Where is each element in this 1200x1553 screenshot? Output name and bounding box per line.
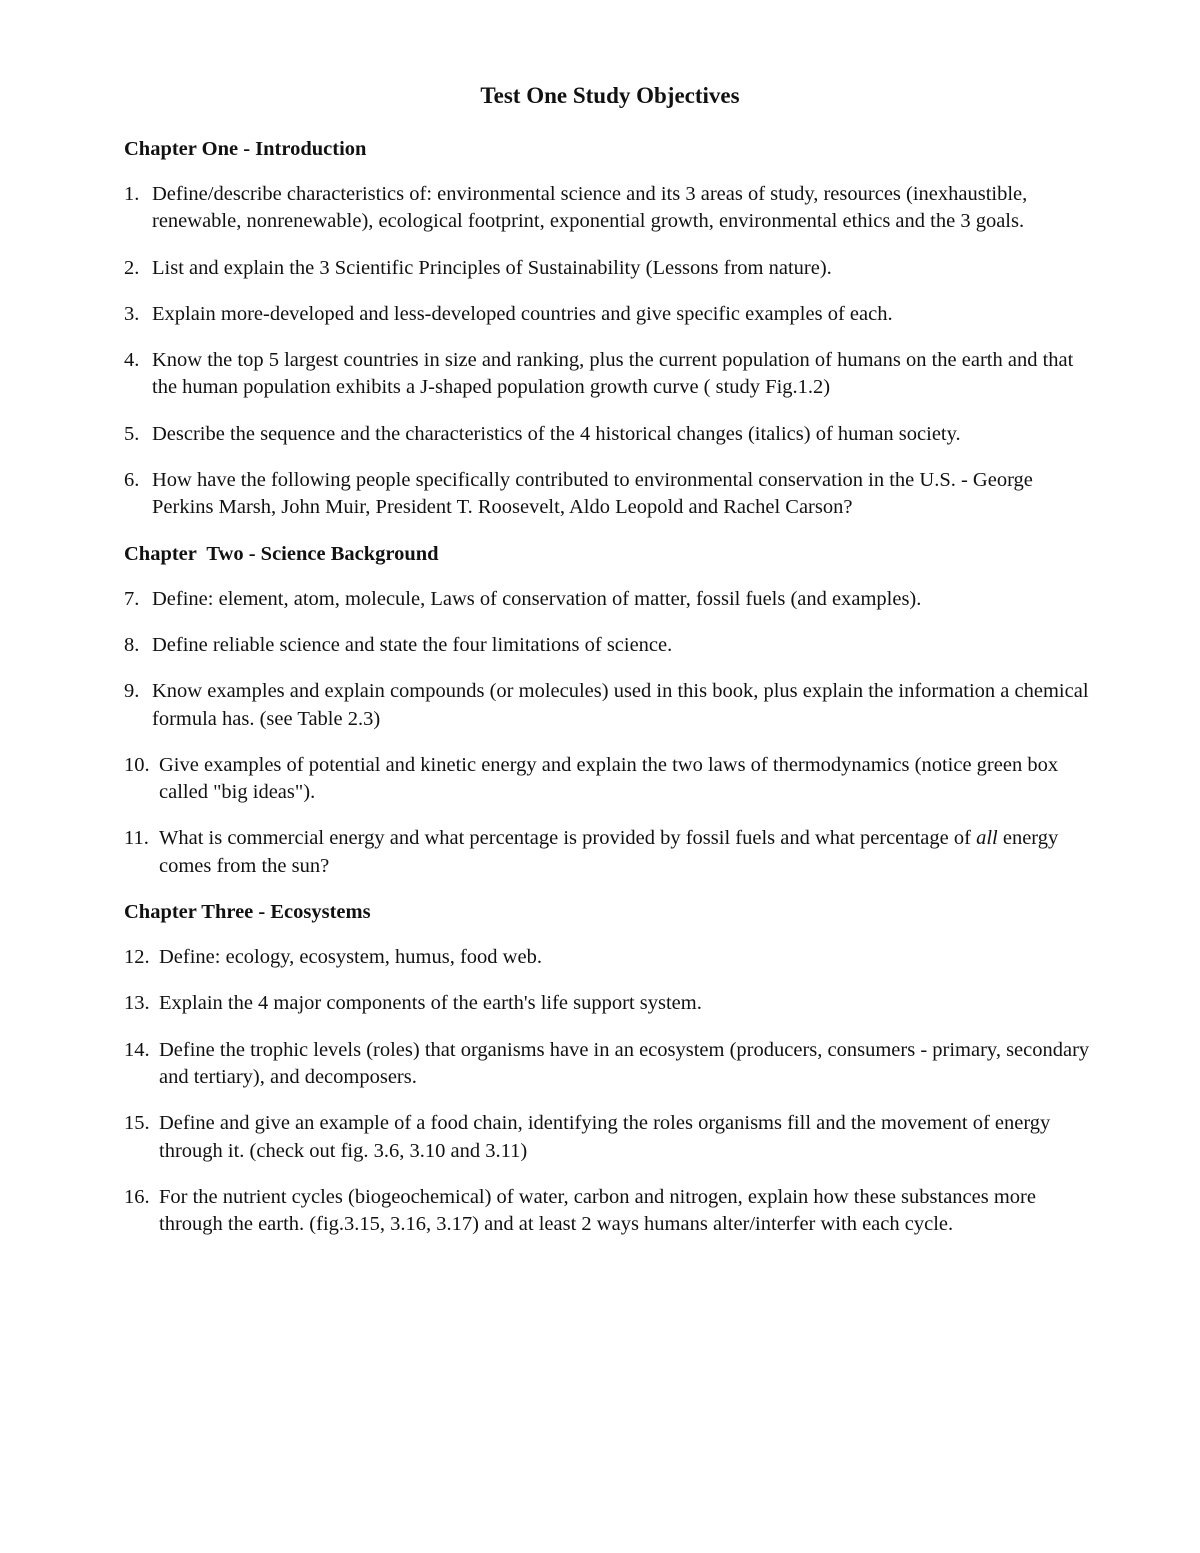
item-text: Explain the 4 major components of the earth's life support system. bbox=[159, 992, 702, 1015]
item-number: 9. bbox=[124, 680, 140, 703]
item-number: 5. bbox=[124, 422, 140, 445]
item-number: 8. bbox=[124, 633, 140, 656]
item-text-after: energy comes from the sun? bbox=[159, 827, 1059, 877]
page-title: Test One Study Objectives bbox=[480, 83, 740, 108]
objective-item bbox=[124, 347, 1099, 402]
objective-item bbox=[124, 752, 1099, 807]
objective-item bbox=[124, 678, 1099, 733]
item-number: 1. bbox=[124, 183, 140, 205]
item-number: 15. bbox=[124, 1112, 150, 1135]
item-number: 4. bbox=[124, 349, 140, 372]
objective-item bbox=[124, 825, 1099, 880]
item-text: Describe the sequence and the characteristics of the 4 historical changes (italics) of human society. bbox=[152, 422, 961, 445]
objective-item bbox=[124, 1184, 1099, 1239]
item-text: Know the top 5 largest countries in size and ranking, plus the current population of humans on the earth and that the human population exhibits a J-shaped population growth curve ( study Fig.1.2) bbox=[152, 349, 1074, 399]
item-text: Give examples of potential and kinetic energy and explain the two laws of thermodynamics (notice green box called "big ideas"). bbox=[159, 753, 1059, 804]
item-number: 10. bbox=[124, 753, 150, 776]
objective-item bbox=[124, 1110, 1099, 1165]
item-number: 6. bbox=[124, 469, 140, 492]
item-text: Define the trophic levels (roles) that organisms have in an ecosystem (producers, consumers - primary, secondary and tertiary), and decomposers. bbox=[159, 1038, 1090, 1088]
objective-item bbox=[124, 301, 1099, 328]
item-number: 3. bbox=[124, 302, 140, 325]
objective-item bbox=[124, 181, 1099, 236]
item-number: 7. bbox=[124, 587, 140, 610]
item-text: Define: element, atom, molecule, Laws of conservation of matter, fossil fuels (and examples). bbox=[152, 587, 922, 610]
item-number: 14. bbox=[124, 1038, 150, 1061]
objective-item bbox=[124, 990, 1099, 1017]
item-number: 13. bbox=[124, 992, 150, 1015]
item-text: Define/describe characteristics of: environmental science and its 3 areas of study, resources (inexhaustible, renewable, nonrenewable), ecological footprint, exponential growth, environmental ethics and the 3 goals. bbox=[152, 183, 1028, 233]
chapter-heading: Chapter Three - Ecosystems bbox=[124, 901, 371, 924]
item-text-before: What is commercial energy and what percentage is provided by fossil fuels and what percentage of bbox=[159, 827, 977, 850]
item-text: How have the following people specifically contributed to environmental conservation in the U.S. - George Perkins Marsh, John Muir, President T. Roosevelt, Aldo Leopold and Rachel Carson? bbox=[152, 469, 1033, 519]
item-number: 2. bbox=[124, 256, 140, 279]
item-text bbox=[159, 827, 1058, 876]
item-text: Define reliable science and state the four limitations of science. bbox=[152, 633, 673, 656]
item-text: Define: ecology, ecosystem, humus, food web. bbox=[159, 946, 542, 969]
item-text: List and explain the 3 Scientific Principles of Sustainability (Lessons from nature). bbox=[152, 256, 832, 279]
objective-item bbox=[124, 467, 1099, 522]
item-text: Define and give an example of a food chain, identifying the roles organisms fill and the movement of energy through it. (check out fig. 3.6, 3.10 and 3.11) bbox=[159, 1112, 1051, 1162]
objective-item bbox=[124, 944, 1099, 971]
objective-item bbox=[124, 632, 1099, 659]
item-number: 12. bbox=[124, 946, 150, 969]
objective-item bbox=[124, 421, 1099, 448]
objective-item bbox=[124, 586, 1099, 613]
chapter-heading: Chapter Two - Science Background bbox=[124, 542, 439, 565]
item-text: Explain more-developed and less-developed countries and give specific examples of each. bbox=[152, 302, 893, 325]
item-text: Know examples and explain compounds (or molecules) used in this book, plus explain the information a chemical formula has. (see Table 2.3) bbox=[152, 680, 1089, 730]
objective-item bbox=[124, 255, 1099, 282]
document-body bbox=[124, 136, 1099, 1257]
item-number: 11. bbox=[124, 827, 149, 850]
objective-item bbox=[124, 1037, 1099, 1092]
item-number: 16. bbox=[124, 1185, 150, 1208]
item-text-italic: all bbox=[976, 827, 998, 850]
chapter-heading: Chapter One - Introduction bbox=[124, 138, 367, 160]
item-text: For the nutrient cycles (biogeochemical) of water, carbon and nitrogen, explain how these substances more through the earth. (fig.3.15, 3.16, 3.17) and at least 2 ways humans alter/interfer with each cycle. bbox=[159, 1185, 1036, 1236]
